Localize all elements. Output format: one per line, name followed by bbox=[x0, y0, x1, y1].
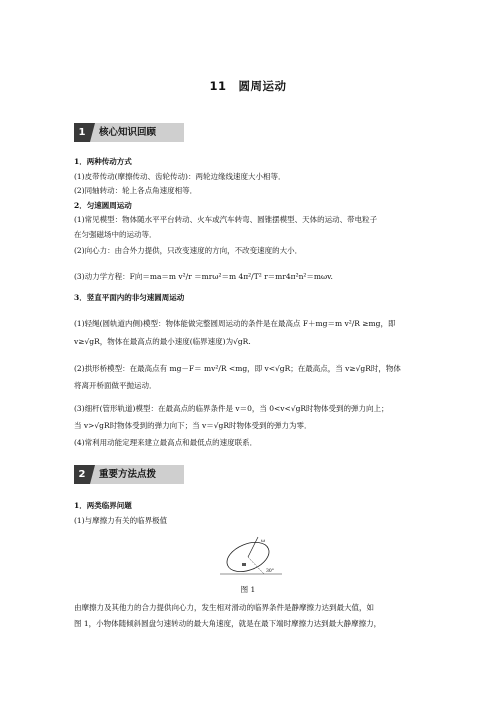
tilted-disk-figure bbox=[212, 533, 288, 579]
text-line: 当 v>√gR时物体受到的弹力向下；当 v＝√gR时物体受到的弹力为零． bbox=[74, 421, 312, 430]
heading-line: 3．竖直平面内的非匀速圆周运动 bbox=[74, 293, 185, 302]
text-line: 图 1，小物体随倾斜圆盘匀速转动的最大角速度，就是在最下端时摩擦力达到最大静摩擦力， bbox=[74, 619, 382, 628]
formula-line: (3)动力学方程：F向＝ma＝m v²/r ＝mrω²＝m 4π²/T² r＝mr4π²n²＝mωv. bbox=[74, 272, 333, 281]
text-line: 在匀强磁场中的运动等． bbox=[74, 230, 157, 239]
text-line: (2)向心力：由合外力提供，只改变速度的方向，不改变速度的大小． bbox=[74, 246, 303, 255]
text-line: (1)轻绳(圆轨道内侧)模型：物体能做完整圆周运动的条件是在最高点 F＋mg＝m v²/R ≥mg，即 bbox=[74, 319, 396, 328]
figure-caption: 图 1 bbox=[240, 585, 256, 594]
section-number: 2 bbox=[74, 465, 90, 484]
omega-label: ω bbox=[261, 538, 266, 544]
section-label: 重要方法点拨 bbox=[99, 469, 157, 480]
section-header-2 bbox=[74, 465, 184, 484]
text-line: (1)皮带传动(摩擦传动、齿轮传动)：两轮边缘线速度大小相等． bbox=[74, 172, 286, 181]
text-line: (2)拱形桥模型：在最高点有 mg－F＝ mv²/R <mg，即 v<√gR；在最高点，当 v≥√gR时，物体 bbox=[74, 364, 401, 373]
page-title: 11 圆周运动 bbox=[209, 79, 287, 93]
text-line: (2)同轴转动：轮上各点角速度相等． bbox=[74, 186, 198, 195]
heading-line: 1．两种传动方式 bbox=[74, 157, 132, 166]
heading-line: 1．两类临界问题 bbox=[74, 501, 132, 510]
section-number: 1 bbox=[74, 123, 90, 142]
text-line: (1)常见模型：物体随水平平台转动、火车或汽车转弯、圆锥摆模型、天体的运动、带电粒子 bbox=[74, 215, 378, 224]
text-line: (4)常利用动能定理来建立最高点和最低点的速度联系． bbox=[74, 438, 258, 447]
text-line: 将离开桥面做平抛运动． bbox=[74, 381, 157, 390]
section-header-1 bbox=[74, 123, 184, 142]
section-label: 核心知识回顾 bbox=[99, 127, 157, 138]
text-line: 由摩擦力及其他力的合力提供向心力，发生相对滑动的临界条件是静摩擦力达到最大值，如 bbox=[74, 603, 374, 612]
angle-label: 30° bbox=[266, 569, 274, 574]
text-line: (1)与摩擦力有关的临界极值 bbox=[74, 516, 168, 525]
heading-line: 2．匀速圆周运动 bbox=[74, 201, 132, 210]
text-line: (3)细杆(管形轨道)模型：在最高点的临界条件是 v＝0，当 0<v<√gR时物体受到的弹力向上； bbox=[74, 404, 389, 413]
text-line: v≥√gR，物体在最高点的最小速度(临界速度)为√gR. bbox=[74, 337, 251, 346]
